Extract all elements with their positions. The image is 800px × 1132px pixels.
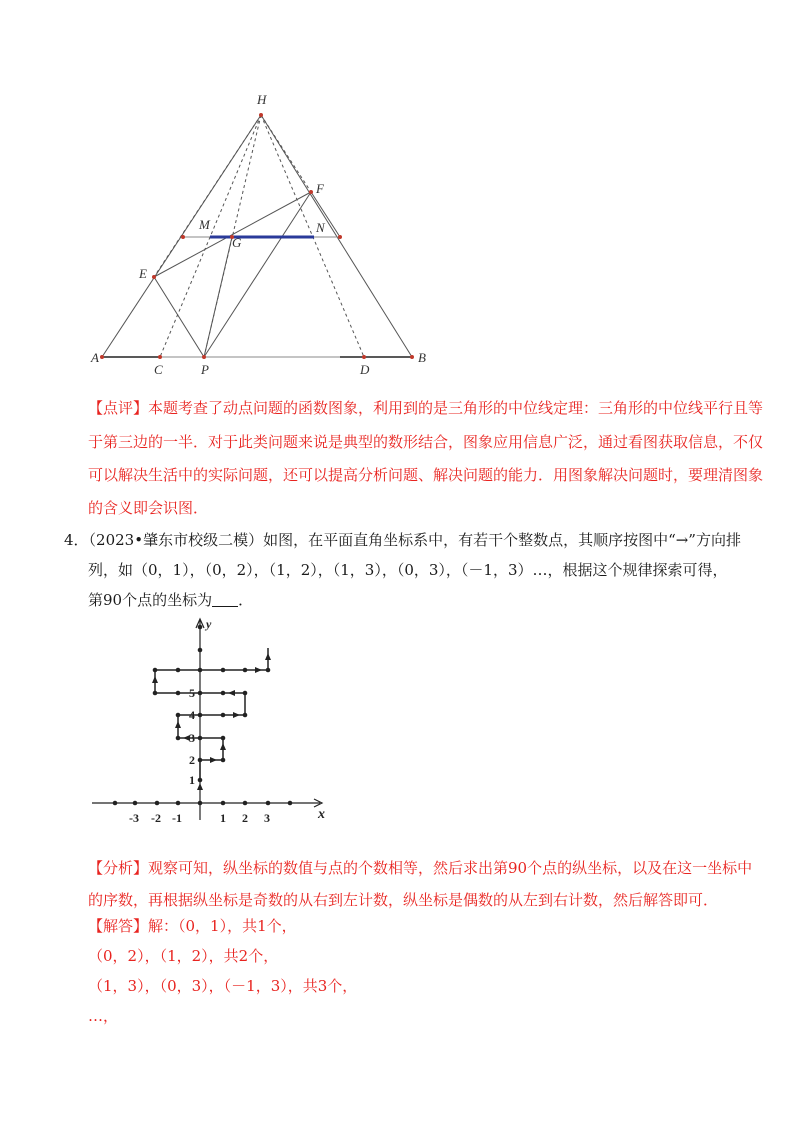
problem-number: 4． (64, 531, 89, 549)
label-F: F (316, 181, 324, 196)
solution-line-1: 【解答】解：（0，1），共1个， (88, 917, 297, 935)
analysis-tag: 【分析】 (88, 859, 149, 877)
problem-line-1: 4．（2023•肇东市校级二模）如图，在平面直角坐标系中，有若干个整数点，其顺序按图中“→”方向排 (64, 531, 741, 549)
y-tick-1: 1 (189, 773, 195, 787)
label-G: G (232, 235, 242, 250)
x-axis-label: x (318, 807, 325, 822)
answer-blank (212, 592, 238, 607)
lattice-figure (88, 612, 338, 827)
label-A: A (91, 350, 99, 365)
solution-line-4: …， (88, 1007, 119, 1025)
comment-tag: 【点评】 (88, 399, 149, 417)
x-tick-neg3: -3 (129, 811, 139, 825)
x-tick-neg1: -1 (172, 811, 182, 825)
label-C: C (154, 362, 163, 377)
label-N: N (316, 220, 325, 235)
solution-line-3: （1，3），（0，3），（－1，3），共3个， (88, 977, 358, 995)
label-E: E (139, 266, 147, 281)
x-tick-neg2: -2 (151, 811, 161, 825)
comment-line-1: 【点评】本题考查了动点问题的函数图象，利用到的是三角形的中位线定理：三角形的中位线平行且等 (88, 399, 764, 417)
x-tick-1: 1 (220, 811, 226, 825)
problem-line-3: 第90个点的坐标为 ． (88, 591, 254, 609)
label-P: P (201, 362, 209, 377)
y-tick-3: 3 (189, 731, 195, 745)
label-H: H (257, 92, 267, 107)
y-tick-4: 4 (189, 708, 195, 722)
geometry-figure (88, 90, 448, 380)
y-axis-label: y (206, 617, 212, 631)
label-M: M (199, 217, 210, 232)
x-tick-3: 3 (264, 811, 270, 825)
comment-line-2: 于第三边的一半．对于此类问题来说是典型的数形结合，图象应用信息广泛，通过看图获取信息，不仅 (88, 433, 764, 451)
x-tick-2: 2 (242, 811, 248, 825)
solution-line-2: （0，2），（1，2），共2个， (88, 947, 279, 965)
analysis-line-2: 的序数，再根据纵坐标是奇数的从右到左计数，纵坐标是偶数的从左到右计数，然后解答即可． (88, 891, 719, 909)
comment-line-4: 的含义即会识图． (88, 499, 209, 517)
analysis-line-1: 【分析】观察可知，纵坐标的数值与点的个数相等，然后求出第90个点的纵坐标，以及在这一坐标中 (88, 859, 753, 877)
comment-line-3: 可以解决生活中的实际问题，还可以提高分析问题、解决问题的能力．用图象解决问题时，要理清图象 (88, 466, 764, 484)
solution-tag: 【解答】 (88, 917, 149, 935)
y-tick-5: 5 (189, 686, 195, 700)
label-D: D (360, 362, 370, 377)
y-tick-2: 2 (189, 753, 195, 767)
problem-line-2: 列，如（0，1），（0，2），（1，2），（1，3），（0，3），（－1，3）…，根据这个规律探索可得， (88, 561, 728, 579)
label-B: B (418, 350, 426, 365)
